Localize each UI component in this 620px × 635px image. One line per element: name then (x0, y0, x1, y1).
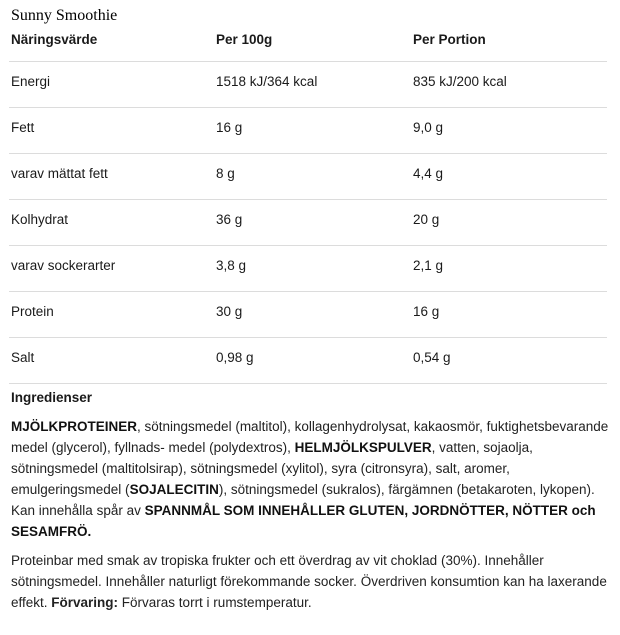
value-per-portion: 0,54 g (413, 350, 451, 366)
nutrient-name: varav mättat fett (11, 166, 108, 182)
value-per-portion: 9,0 g (413, 120, 444, 136)
allergen-text: MJÖLKPROTEINER (11, 419, 138, 434)
allergen-text: SOJALECITIN (129, 482, 219, 497)
table-row (9, 108, 607, 154)
ingredients-text (11, 416, 609, 542)
value-per-portion: 16 g (413, 304, 440, 320)
ingredients-heading: Ingredienser (11, 390, 93, 405)
product-note (11, 550, 609, 613)
nutrient-name: Salt (11, 350, 35, 366)
header-per-100g: Per 100g (216, 32, 273, 47)
storage-text: Förvaras torrt i rumstemperatur. (118, 595, 312, 610)
value-per-100g: 0,98 g (216, 350, 254, 366)
allergen-text: HELMJÖLKSPULVER (294, 440, 432, 455)
nutrient-name: Fett (11, 120, 35, 136)
value-per-portion: 2,1 g (413, 258, 444, 274)
ingredient-text: , vatten, sojaolja, sötningsmedel (maltitolsirap), sötningsmedel (xylitol), syra (citronsyra), salt, aromer, emulgeringsmedel ( (11, 440, 533, 497)
allergen-text: SPANNMÅL SOM INNEHÅLLER GLUTEN, JORDNÖTTER, NÖTTER och SESAMFRÖ. (11, 503, 596, 539)
note-text: Proteinbar med smak av tropiska frukter och ett överdrag av vit choklad (30%). Innehåller sötningsmedel. Innehåller naturligt förekommande socker. Överdriven konsumtion kan ha laxerande effekt. (11, 553, 607, 610)
value-per-100g: 8 g (216, 166, 235, 182)
value-per-100g: 30 g (216, 304, 243, 320)
product-title: Sunny Smoothie (11, 7, 118, 24)
nutrient-name: Energi (11, 74, 51, 90)
ingredient-text: , sötningsmedel (maltitol), kollagenhydrolysat, kakaosmör, fuktighetsbevarande medel (glycerol), fyllnads- medel (polydextros), (11, 419, 609, 455)
nutrient-name: Kolhydrat (11, 212, 69, 228)
value-per-portion: 20 g (413, 212, 440, 228)
table-row (9, 154, 607, 200)
table-row (9, 62, 607, 108)
nutrition-body (9, 62, 607, 384)
header-per-portion: Per Portion (413, 32, 486, 47)
nutrition-header-row (9, 28, 607, 62)
value-per-100g: 16 g (216, 120, 243, 136)
value-per-portion: 835 kJ/200 kcal (413, 74, 507, 90)
nutrition-table (9, 28, 607, 384)
ingredients-section (11, 388, 609, 613)
value-per-100g: 1518 kJ/364 kcal (216, 74, 318, 90)
table-row (9, 338, 607, 384)
value-per-100g: 36 g (216, 212, 243, 228)
nutrient-name: varav sockerarter (11, 258, 116, 274)
header-nutrient: Näringsvärde (11, 32, 98, 47)
ingredient-text: ), sötningsmedel (sukralos), färgämnen (betakaroten, lykopen). Kan innehålla spår av (11, 482, 595, 518)
table-row (9, 292, 607, 338)
value-per-100g: 3,8 g (216, 258, 247, 274)
value-per-portion: 4,4 g (413, 166, 444, 182)
table-row (9, 246, 607, 292)
table-row (9, 200, 607, 246)
storage-label: Förvaring: (51, 595, 119, 610)
nutrient-name: Protein (11, 304, 54, 320)
